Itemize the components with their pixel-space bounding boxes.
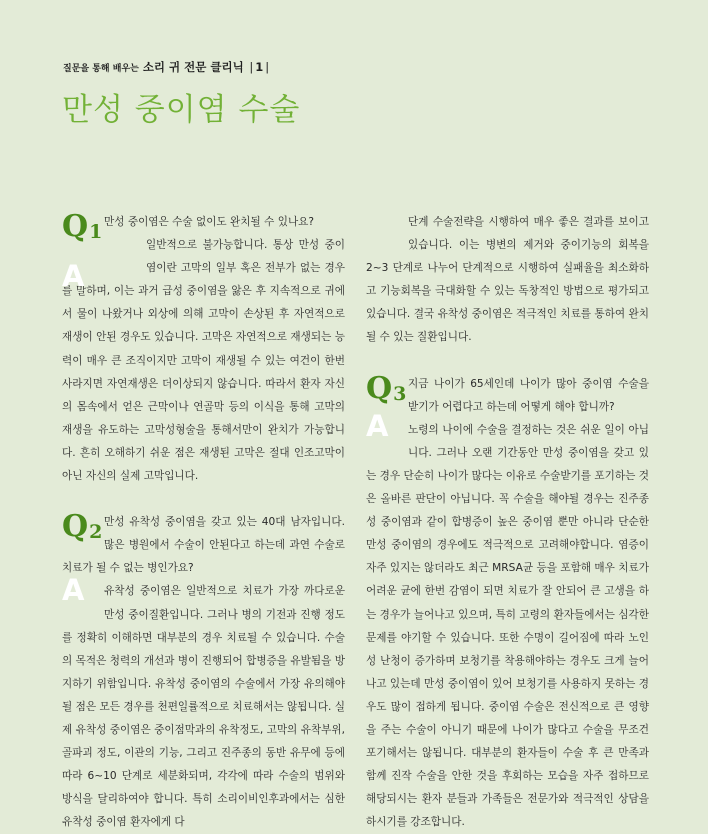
answer-2	[62, 573, 345, 834]
question-mark-2: $Q_2$	[62, 509, 103, 545]
page-title: 만성 중이염 수술	[62, 92, 301, 128]
answer-mark-3: A	[366, 408, 389, 443]
question-3	[366, 370, 649, 419]
series-title: 소리 귀 전문 클리닉	[142, 60, 244, 74]
answer-mark-2: A	[62, 573, 85, 608]
qa-item-3	[366, 370, 649, 834]
answer-text-2-part-2: 단계 수술전략을 시행하여 매우 좋은 결과를 보이고 있습니다. 이는 병변의 제거와 중이기능의 회복을 2~3 단계로 나누어 단계적으로 시행하여 실패율을 최소화하고 기능회복을 극대화할 수 있는 독창적인 방법으로 평가되고 있습니다. 결국 유착성 중이염은 적극적인 치료를 통하여 완치될 수 있는 질환입니다.	[366, 216, 649, 344]
answer-text-2-part-1: 유착성 중이염은 일반적으로 치료가 가장 까다로운 만성 중이질환입니다. 그러나 병의 기전과 진행 정도를 정확히 이해하면 대부분의 경우 치료될 수 있습니다. 수술의 목적은 청력의 개선과 병이 진행되어 합병증을 유발됨을 방지하기 위함입니다. 유착성 중이염의 수술에서 가장 유의해야될 점은 모든 경우를 천편일률적으로 치료해서는 않됩니다. 실제 유착성 중이염은 중이점막과의 유착정도, 고막의 유착부위, 골파괴 정도, 이관의 기능, 그리고 진주종의 동반 유무에 등에 따라 6~10 단계로 세분화되며, 각각에 따라 수술의 범위와 방식을 달리하여야 합니다. 특히 소리이비인후과에서는 심한 유착성 중이염 환자에게 다	[62, 585, 345, 829]
series-separator: |	[245, 60, 254, 74]
question-text-2: 만성 유착성 중이염을 갖고 있는 40대 남자입니다. 많은 병원에서 수술이 안된다고 하는데 과연 수술로 치료가 될 수 없는 병인가요?	[62, 516, 345, 575]
answer-text-1: 일반적으로 불가능합니다. 통상 만성 중이염이란 고막의 일부 혹은 전부가 없는 경우를 말하며, 이는 과거 급성 중이염을 앓은 후 지속적으로 귀에서 물이 나왔거나 외상에 의해 고막이 손상된 후 자연적으로 재생이 안된 경우도 있습니다. 고막은 자연적으로 재생되는 능력이 매우 큰 조직이지만 고막이 재생될 수 있는 여건이 한번 사라지면 자연재생은 더이상되지 않습니다. 따라서 환자 자신의 몸속에서 얻은 근막이나 연골막 등의 이식을 통해 고막의 재생을 유도하는 고막성형술을 통해서만이 완치가 가능합니다. 흔히 오해하기 쉬운 점은 재생된 고막은 절대 인조고막이 아닌 자신의 실제 고막입니다.	[62, 239, 345, 483]
series-header	[63, 59, 271, 75]
question-text-3: 지금 나이가 65세인데 나이가 많아 중이염 수술을 받기가 어렵다고 하는데 어떻게 해야 합니까?	[408, 377, 649, 413]
answer-2-continued	[366, 211, 649, 350]
question-1	[62, 209, 345, 244]
question-2	[62, 511, 345, 580]
series-separator-end: |	[265, 60, 270, 74]
right-column	[366, 211, 649, 834]
qa-item-1	[62, 211, 345, 488]
question-mark-1: $Q_1$	[62, 209, 103, 244]
answer-text-3: 노령의 나이에 수술을 결정하는 것은 쉬운 일이 아닙니다. 그러나 오랜 기간동안 만성 중이염을 갖고 있는 경우 단순히 나이가 많다는 이유로 수술받기를 포기하는 것은 올바른 판단이 아닙니다. 꼭 수술을 해야될 경우는 진주종성 중이염과 같이 합병증이 높은 중이염 뿐만 아니라 단순한 만성 중이염의 경우에도 적극적으로 고려해야합니다. 염증이 자주 있지는 않더라도 최근 MRSA균 등을 포함해 매우 치료가 어려운 균에 한번 감염이 되면 치료가 잘 안되어 큰 고생을 하는 경우가 늘어나고 있으며, 특히 고령의 환자들에서는 심각한 문제를 야기할 수 있습니다. 또한 수명이 길어짐에 따라 노인성 난청이 증가하며 보청기를 착용해야하는 경우도 크게 늘어나고 있는데 만성 중이염이 있어 보청기를 사용하지 못하는 경우도 많이 접하게 됩니다. 중이염 수술은 전신적으로 큰 영향을 주는 수술이 아니기 때문에 나이가 많다고 수술을 무조건 포기해서는 않됩니다. 대부분의 환자들이 수술 후 큰 만족과 함께 진작 수술을 안한 것을 후회하는 모습을 자주 접하므로 해당되시는 환자 분들과 가족들은 전문가와 적극적인 상담을 하시기를 강조합니다.	[366, 423, 649, 829]
series-number: 1	[255, 60, 264, 74]
answer-mark-1: A	[62, 259, 85, 293]
left-column	[62, 211, 345, 834]
series-subtitle: 질문을 통해 배우는	[63, 64, 139, 74]
question-text-1: 만성 중이염은 수술 없이도 완치될 수 있나요?	[104, 216, 315, 228]
answer-1	[62, 234, 345, 488]
qa-item-2	[62, 511, 345, 834]
question-mark-3: $Q_3$	[366, 370, 407, 406]
answer-3	[366, 408, 649, 834]
